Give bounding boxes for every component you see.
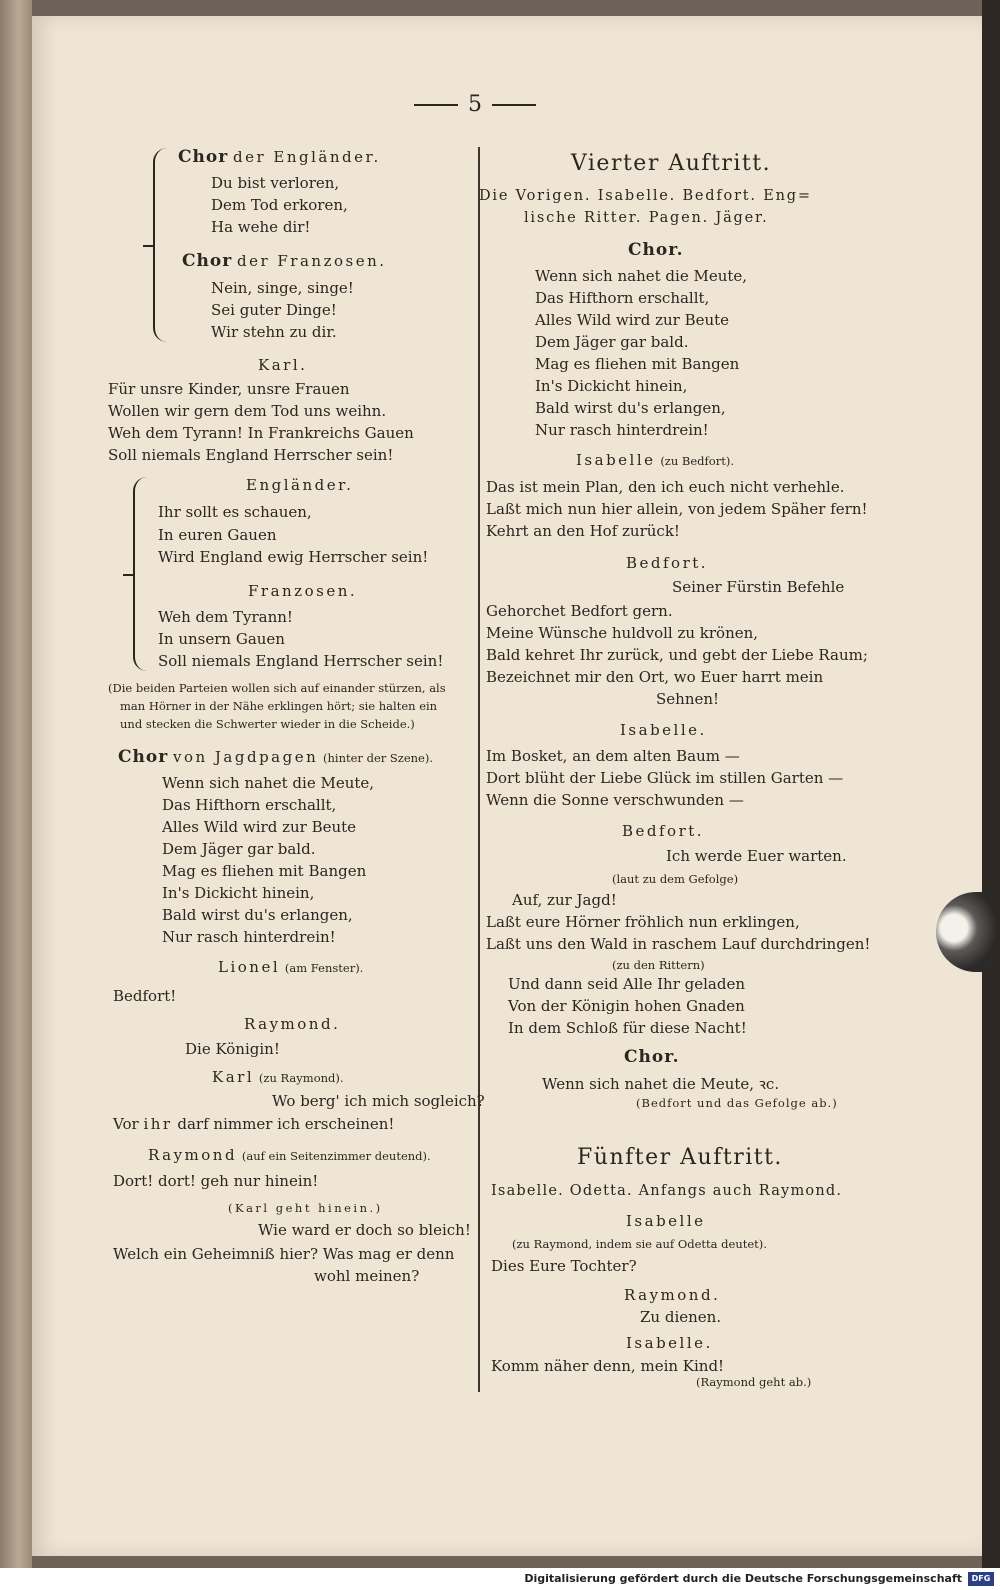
left-verse: Weh dem Tyrann!: [158, 608, 293, 626]
right-verse: Seiner Fürstin Befehle: [672, 578, 845, 596]
left-verse: In's Dickicht hinein,: [162, 884, 315, 902]
brace-2: [133, 477, 149, 671]
right-verse: Laßt uns den Wald in raschem Lauf durchdringen!: [486, 935, 871, 953]
left-verse: Bedfort!: [113, 987, 177, 1005]
right-verse: Bald wirst du's erlangen,: [535, 399, 726, 417]
right-scan-edge: [982, 0, 1000, 1568]
stage-direction: man Hörner in der Nähe erklingen hört; sie halten ein: [120, 699, 438, 713]
stage-direction: (Die beiden Parteien wollen sich auf einander stürzen, als: [108, 681, 446, 695]
right-verse: Das Hifthorn erschallt,: [535, 289, 710, 307]
speaker-bedfort: Bedfort.: [626, 554, 709, 572]
stage-direction: (zu Raymond, indem sie auf Odetta deutet).: [512, 1237, 767, 1251]
left-verse: Mag es fliehen mit Bangen: [162, 862, 367, 880]
left-verse: Vor ihr darf nimmer ich erscheinen!: [113, 1115, 395, 1133]
right-verse: Meine Wünsche huldvoll zu krönen,: [486, 624, 759, 642]
speaker-isabelle: Isabelle (zu Bedfort).: [576, 451, 734, 469]
previous-page-edge: [0, 0, 32, 1568]
left-verse: Wollen wir gern dem Tod uns weihn.: [108, 402, 387, 420]
column-divider: [478, 147, 480, 1392]
left-verse: Wird England ewig Herrscher sein!: [158, 548, 429, 566]
left-verse: Wir stehn zu dir.: [211, 323, 337, 341]
right-verse: Laßt mich nun hier allein, von jedem Späher fern!: [486, 500, 868, 518]
speaker-chor: Chor.: [628, 240, 684, 260]
right-verse: Kehrt an den Hof zurück!: [486, 522, 680, 540]
scene-title-vierter-auftritt: Vierter Auftritt.: [570, 151, 772, 176]
right-verse: Alles Wild wird zur Beute: [535, 311, 730, 329]
speaker-raymond: Raymond.: [244, 1015, 341, 1033]
right-verse: Von der Königin hohen Gnaden: [508, 997, 745, 1015]
right-verse: Gehorchet Bedfort gern.: [486, 602, 673, 620]
right-verse: Laßt eure Hörner fröhlich nun erklingen,: [486, 913, 800, 931]
cast-list: lische Ritter. Pagen. Jäger.: [524, 210, 769, 226]
page-number-dash-left: [414, 104, 458, 106]
right-verse: Wenn die Sonne verschwunden —: [486, 791, 744, 809]
right-verse: Dort blüht der Liebe Glück im stillen Garten —: [486, 769, 844, 787]
right-verse: Wenn sich nahet die Meute,: [535, 267, 748, 285]
speaker-englaender: Engländer.: [246, 476, 354, 494]
right-verse: Und dann seid Alle Ihr geladen: [508, 975, 746, 993]
digitization-footer: [0, 1568, 1000, 1590]
speaker-raymond: Raymond.: [624, 1286, 721, 1304]
right-verse: Nur rasch hinterdrein!: [535, 421, 709, 439]
left-verse: Nur rasch hinterdrein!: [162, 928, 336, 946]
left-verse: Wie ward er doch so bleich!: [258, 1221, 471, 1239]
stage-direction: (laut zu dem Gefolge): [612, 872, 739, 886]
speaker-lionel: Lionel (am Fenster).: [218, 958, 364, 976]
left-verse: Weh dem Tyrann! In Frankreichs Gauen: [108, 424, 414, 442]
right-verse: In dem Schloß für diese Nacht!: [508, 1019, 747, 1037]
right-verse: Bezeichnet mir den Ort, wo Euer harrt mein: [486, 668, 824, 686]
right-verse: In's Dickicht hinein,: [535, 377, 688, 395]
right-verse: Mag es fliehen mit Bangen: [535, 355, 740, 373]
left-chor-franzosen-head: Chor der Franzosen.: [182, 251, 387, 271]
stage-direction: und stecken die Schwerter wieder in die Scheide.): [120, 717, 415, 731]
left-verse: Dem Tod erkoren,: [211, 196, 348, 214]
stage-direction: (Raymond geht ab.): [696, 1375, 812, 1389]
left-verse: Ihr sollt es schauen,: [158, 503, 312, 521]
left-verse: In unsern Gauen: [158, 630, 285, 648]
left-verse: Für unsre Kinder, unsre Frauen: [108, 380, 350, 398]
cast-list: Isabelle. Odetta. Anfangs auch Raymond.: [491, 1183, 843, 1199]
right-verse: Auf, zur Jagd!: [512, 891, 617, 909]
right-verse: Das ist mein Plan, den ich euch nicht verhehle.: [486, 478, 845, 496]
left-verse: In euren Gauen: [158, 526, 277, 544]
speaker-isabelle: Isabelle: [626, 1212, 706, 1230]
left-verse: Sei guter Dinge!: [211, 301, 337, 319]
footer-text: Digitalisierung gefördert durch die Deutsche Forschungsgemeinschaft: [524, 1572, 962, 1585]
left-chor-jagdpagen-head: Chor von Jagdpagen (hinter der Szene).: [118, 747, 434, 767]
speaker-raymond-2: Raymond (auf ein Seitenzimmer deutend).: [148, 1146, 431, 1164]
right-verse: Ich werde Euer warten.: [666, 847, 847, 865]
right-verse: Zu dienen.: [640, 1308, 722, 1326]
right-verse: Sehnen!: [656, 690, 720, 708]
stage-direction: (Karl geht hinein.): [228, 1201, 383, 1215]
left-verse: Bald wirst du's erlangen,: [162, 906, 353, 924]
left-verse: Das Hifthorn erschallt,: [162, 796, 337, 814]
left-verse: Die Königin!: [185, 1040, 280, 1058]
cast-list: Die Vorigen. Isabelle. Bedfort. Eng=: [479, 188, 812, 204]
page-number-value: 5: [468, 92, 482, 117]
right-verse: Bald kehret Ihr zurück, und gebt der Liebe Raum;: [486, 646, 868, 664]
right-verse: Dies Eure Tochter?: [491, 1257, 637, 1275]
left-verse: Wenn sich nahet die Meute,: [162, 774, 375, 792]
scene-title-fuenfter-auftritt: Fünfter Auftritt.: [577, 1145, 783, 1170]
speaker-franzosen: Franzosen.: [248, 582, 358, 600]
stage-direction: (Bedfort und das Gefolge ab.): [636, 1096, 838, 1110]
left-verse: Ha wehe dir!: [211, 218, 311, 236]
speaker-karl-2: Karl (zu Raymond).: [212, 1068, 344, 1086]
left-verse: wohl meinen?: [314, 1267, 420, 1285]
page-number-dash-right: [492, 104, 536, 106]
left-chor-englaender-head: Chor der Engländer.: [178, 147, 381, 167]
right-verse: Dem Jäger gar bald.: [535, 333, 689, 351]
left-verse: Dem Jäger gar bald.: [162, 840, 316, 858]
left-verse: Dort! dort! geh nur hinein!: [113, 1172, 319, 1190]
right-verse: Komm näher denn, mein Kind!: [491, 1357, 725, 1375]
right-verse: Wenn sich nahet die Meute, ꝛc.: [542, 1075, 780, 1093]
left-verse: Welch ein Geheimniß hier? Was mag er denn: [113, 1245, 455, 1263]
left-verse: Soll niemals England Herrscher sein!: [108, 446, 394, 464]
left-verse: Du bist verloren,: [211, 174, 340, 192]
page-number: [400, 92, 550, 117]
speaker-chor: Chor.: [624, 1047, 680, 1067]
stage-direction: (zu den Rittern): [612, 958, 705, 972]
left-verse: Nein, singe, singe!: [211, 279, 354, 297]
left-verse: Soll niemals England Herrscher sein!: [158, 652, 444, 670]
speaker-karl: Karl.: [258, 356, 308, 374]
brace-1: [153, 148, 169, 342]
left-verse: Wo berg' ich mich sogleich?: [272, 1092, 485, 1110]
dfg-logo: DFG: [968, 1572, 994, 1586]
left-verse: Alles Wild wird zur Beute: [162, 818, 357, 836]
right-verse: Im Bosket, an dem alten Baum —: [486, 747, 740, 765]
speaker-bedfort: Bedfort.: [622, 822, 705, 840]
speaker-isabelle: Isabelle.: [620, 721, 707, 739]
speaker-isabelle: Isabelle.: [626, 1334, 713, 1352]
